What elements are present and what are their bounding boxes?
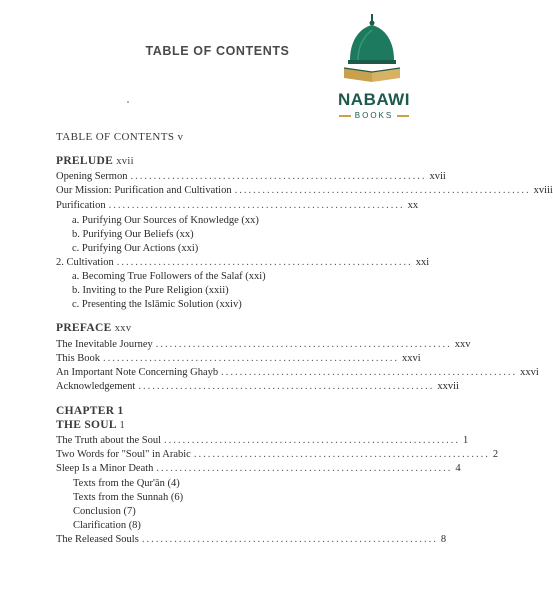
- toc-subentry: c. Purifying Our Actions (xxi): [72, 243, 199, 254]
- prelude-heading-text: PRELUDE: [56, 155, 114, 167]
- toc-subentry: a. Purifying Our Sources of Knowledge (xx): [72, 215, 259, 226]
- leader-dots: ................................................................: [164, 435, 461, 446]
- entry-label: Opening Sermon: [56, 171, 128, 182]
- toc-entry: [56, 533, 447, 546]
- leader-dots: ................................................................: [221, 367, 518, 378]
- toc-subentry: Texts from the Qur'ān (4): [73, 478, 180, 489]
- logo-name: NABAWI: [338, 90, 410, 109]
- mosque-dome-book-logo-icon: [336, 12, 412, 88]
- entry-label: An Important Note Concerning Ghayb: [56, 367, 219, 378]
- entry-page: xxi: [415, 257, 430, 268]
- toc-entry: [56, 448, 499, 461]
- preface-page: xxv: [114, 323, 132, 334]
- chapter-page: 1: [119, 420, 125, 431]
- chapter-title-text: THE SOUL: [56, 419, 117, 431]
- entry-label: This Book: [56, 353, 101, 364]
- toc-entry: [56, 462, 461, 475]
- toc-subentry: b. Inviting to the Pure Religion (xxii): [72, 285, 229, 296]
- entry-page: 4: [455, 463, 461, 474]
- entry-page: xxv: [454, 339, 471, 350]
- nabawi-books-logo: [326, 12, 422, 122]
- preface-heading-text: PREFACE: [56, 322, 112, 334]
- toc-subentry: c. Presenting the Islāmic Solution (xxiv): [72, 299, 242, 310]
- toc-entry: [56, 366, 539, 379]
- entry-page: xxvi: [520, 367, 539, 378]
- entry-page: xvii: [429, 171, 446, 182]
- entry-label: Acknowledgement: [56, 381, 136, 392]
- entry-page: xxvi: [402, 353, 421, 364]
- leader-dots: ................................................................: [193, 449, 490, 460]
- leader-dots: ................................................................: [130, 171, 427, 182]
- toc-entry: [56, 256, 430, 269]
- toc-entry: [56, 199, 419, 212]
- prelude-page: xvii: [116, 156, 134, 167]
- leader-dots: ................................................................: [155, 339, 452, 350]
- entry-page: 2: [492, 449, 499, 460]
- toc-entry: [56, 434, 469, 447]
- entry-label: Our Mission: Purification and Cultivation: [56, 185, 232, 196]
- toc-subentry: Conclusion (7): [73, 506, 136, 517]
- toc-entry: [56, 352, 421, 365]
- entry-label: The Truth about the Soul: [56, 435, 162, 446]
- entry-page: xxvii: [437, 381, 459, 392]
- page-title: TABLE OF CONTENTS: [145, 44, 290, 58]
- logo-sub: BOOKS: [326, 111, 422, 120]
- prelude-heading: [56, 155, 134, 167]
- entry-label: Sleep Is a Minor Death: [56, 463, 154, 474]
- preface-heading: [56, 322, 131, 334]
- leader-dots: ................................................................: [156, 463, 453, 474]
- toc-section-title: TABLE OF CONTENTS v: [56, 131, 184, 143]
- leader-dots: ................................................................: [141, 534, 438, 545]
- toc-entry: [56, 380, 459, 393]
- entry-label: The Released Souls: [56, 534, 139, 545]
- entry-label: Purification: [56, 200, 106, 211]
- entry-label: Two Words for "Soul" in Arabic: [56, 449, 191, 460]
- toc-subentry: a. Becoming True Followers of the Salaf (xxi): [72, 271, 266, 282]
- toc-entry: [56, 170, 446, 183]
- leader-dots: ................................................................: [103, 353, 400, 364]
- chapter-heading: CHAPTER 1: [56, 405, 124, 417]
- chapter-title: [56, 419, 125, 431]
- leader-dots: ................................................................: [234, 185, 531, 196]
- leader-dots: ................................................................: [138, 381, 435, 392]
- entry-page: 1: [463, 435, 469, 446]
- entry-page: xx: [407, 200, 419, 211]
- toc-subentry: Clarification (8): [73, 520, 141, 531]
- entry-page: 8: [440, 534, 447, 545]
- stray-dot: [127, 101, 129, 103]
- leader-dots: ................................................................: [108, 200, 405, 211]
- leader-dots: ................................................................: [116, 257, 413, 268]
- toc-subentry: b. Purifying Our Beliefs (xx): [72, 229, 194, 240]
- entry-label: The Inevitable Journey: [56, 339, 153, 350]
- entry-page: xviii: [533, 185, 553, 196]
- toc-entry: [56, 338, 471, 351]
- entry-label: 2. Cultivation: [56, 257, 114, 268]
- toc-subentry: Texts from the Sunnah (6): [73, 492, 184, 503]
- toc-entry: [56, 184, 553, 197]
